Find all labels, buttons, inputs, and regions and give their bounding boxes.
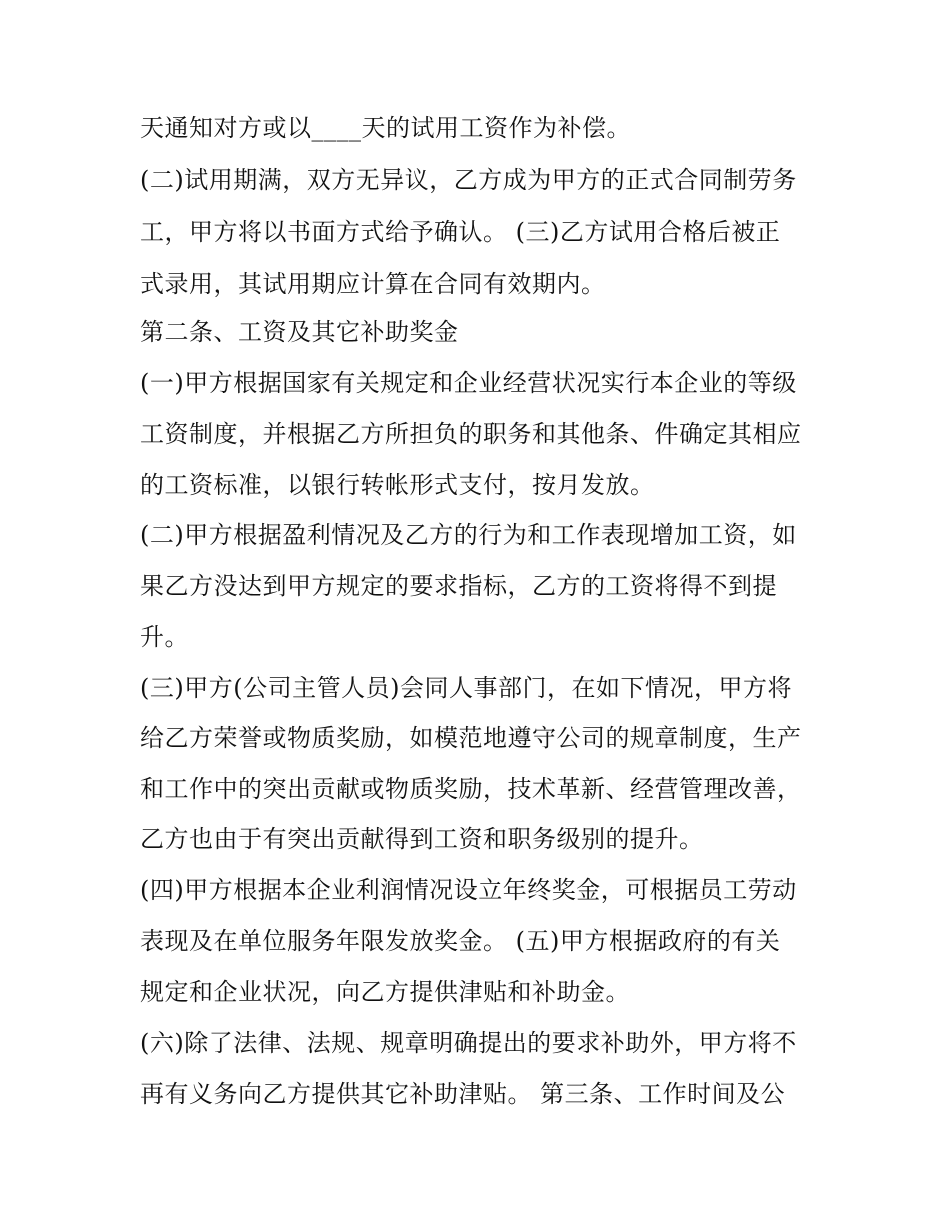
text-line: (二)甲方根据盈利情况及乙方的行为和工作表现增加工资，如 (140, 521, 797, 549)
text-line: 和工作中的突出贡献或物质奖励，技术革新、经营管理改善， (140, 775, 802, 803)
text-line: 果乙方没达到甲方规定的要求指标，乙方的工资将得不到提 (140, 572, 777, 600)
text-line: 给乙方荣誉或物质奖励，如模范地遵守公司的规章制度，生产 (140, 724, 802, 752)
text-line: 表现及在单位服务年限发放奖金。 (五)甲方根据政府的有关 (140, 927, 781, 955)
text-line: 工，甲方将以书面方式给予确认。 (三)乙方试用合格后被正 (140, 218, 781, 246)
text-line: 的工资标准，以银行转帐形式支付，按月发放。 (140, 471, 655, 499)
section-heading: 第二条、工资及其它补助奖金 (140, 318, 459, 346)
text-line: (一)甲方根据国家有关规定和企业经营状况实行本企业的等级 (140, 369, 797, 397)
text-line: 规定和企业状况，向乙方提供津贴和补助金。 (140, 978, 630, 1006)
text-line: (二)试用期满，双方无异议，乙方成为甲方的正式合同制劳务 (140, 166, 797, 194)
text-line: 式录用，其试用期应计算在合同有效期内。 (140, 270, 606, 298)
text-line: 天通知对方或以____天的试用工资作为补偿。 (140, 114, 631, 142)
text-line: 乙方也由于有突出贡献得到工资和职务级别的提升。 (140, 825, 704, 853)
text-line: 再有义务向乙方提供其它补助津贴。 第三条、工作时间及公 (140, 1080, 786, 1108)
text-line: (四)甲方根据本企业利润情况设立年终奖金，可根据员工劳动 (140, 876, 797, 904)
text-line: (六)除了法律、法规、规章明确提出的要求补助外，甲方将不 (140, 1029, 797, 1057)
text-line: 工资制度，并根据乙方所担负的职务和其他条、件确定其相应 (140, 420, 802, 448)
text-line: 升。 (140, 623, 189, 651)
text-line: (三)甲方(公司主管人员)会同人事部门，在如下情况，甲方将 (140, 674, 792, 702)
